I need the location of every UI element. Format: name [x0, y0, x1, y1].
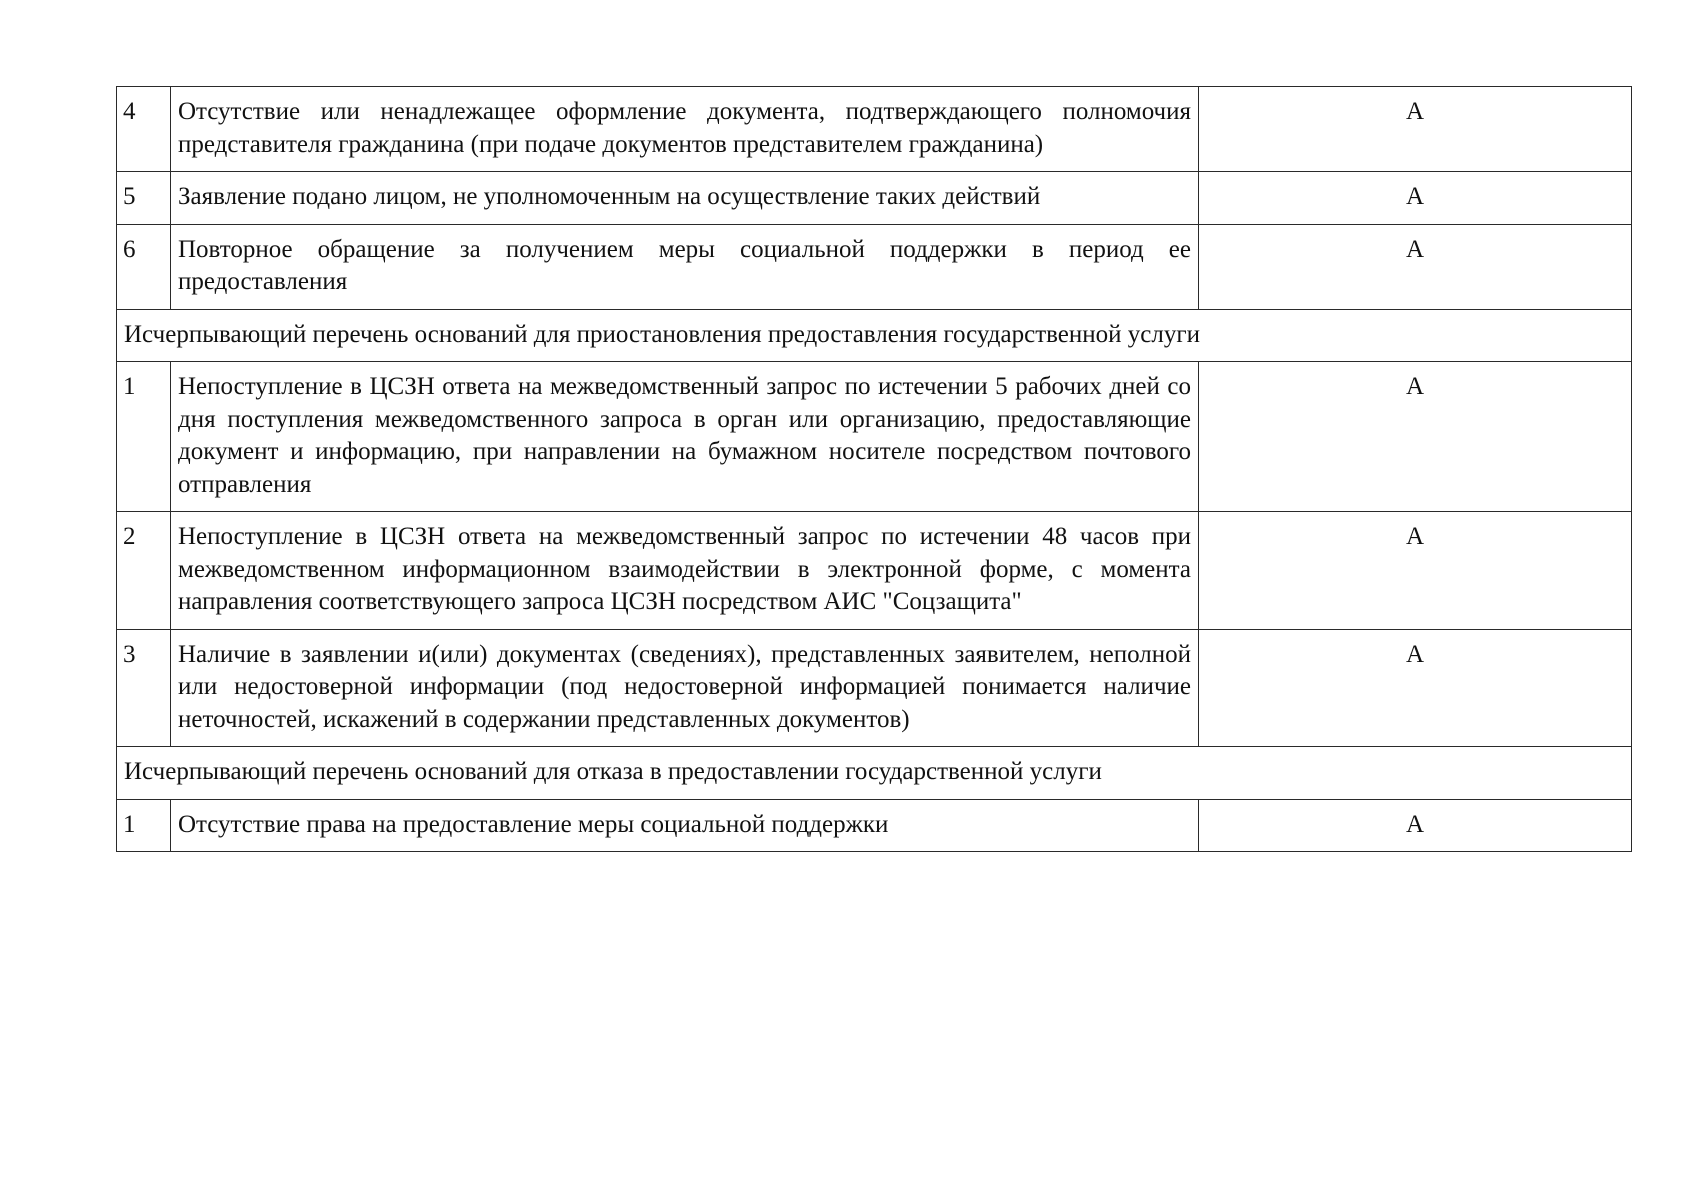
- row-code: А: [1199, 362, 1632, 512]
- row-number: 3: [117, 629, 171, 747]
- row-number: 6: [117, 224, 171, 309]
- row-number: 4: [117, 87, 171, 172]
- table-row: [117, 512, 1632, 630]
- row-code: А: [1199, 172, 1632, 225]
- section-header-row: [117, 309, 1632, 362]
- row-description: Отсутствие или ненадлежащее оформление документа, подтверждающего полномочия представителя гражданина (при подаче документов представителем гражданина): [171, 87, 1199, 172]
- section-heading-suspension: Исчерпывающий перечень оснований для приостановления предоставления государственной услуги: [117, 309, 1632, 362]
- section-header-row: [117, 747, 1632, 800]
- row-description: Отсутствие права на предоставление меры социальной поддержки: [171, 799, 1199, 852]
- row-code: А: [1199, 87, 1632, 172]
- section-heading-refusal: Исчерпывающий перечень оснований для отказа в предоставлении государственной услуги: [117, 747, 1632, 800]
- row-number: 1: [117, 799, 171, 852]
- row-description: Непоступление в ЦСЗН ответа на межведомственный запрос по истечении 5 рабочих дней со дня поступления межведомственного запроса в орган или организацию, предоставляющие документ и информацию, при направлении на бумажном носителе посредством почтового отправления: [171, 362, 1199, 512]
- row-code: А: [1199, 512, 1632, 630]
- row-number: 1: [117, 362, 171, 512]
- grounds-table-body: [117, 87, 1632, 852]
- row-code: А: [1199, 629, 1632, 747]
- table-row: [117, 799, 1632, 852]
- row-description: Заявление подано лицом, не уполномоченным на осуществление таких действий: [171, 172, 1199, 225]
- row-code: А: [1199, 799, 1632, 852]
- row-description: Повторное обращение за получением меры социальной поддержки в период ее предоставления: [171, 224, 1199, 309]
- row-description: Наличие в заявлении и(или) документах (сведениях), представленных заявителем, неполной или недостоверной информации (под недостоверной информацией понимается наличие неточностей, искажений в содержании представленных документов): [171, 629, 1199, 747]
- table-row: [117, 362, 1632, 512]
- table-row: [117, 224, 1632, 309]
- row-number: 2: [117, 512, 171, 630]
- table-row: [117, 87, 1632, 172]
- table-row: [117, 629, 1632, 747]
- table-row: [117, 172, 1632, 225]
- row-number: 5: [117, 172, 171, 225]
- row-code: А: [1199, 224, 1632, 309]
- row-description: Непоступление в ЦСЗН ответа на межведомственный запрос по истечении 48 часов при межведомственном информационном взаимодействии в электронной форме, с момента направления соответствующего запроса ЦСЗН посредством АИС "Соцзащита": [171, 512, 1199, 630]
- grounds-table: [116, 86, 1632, 852]
